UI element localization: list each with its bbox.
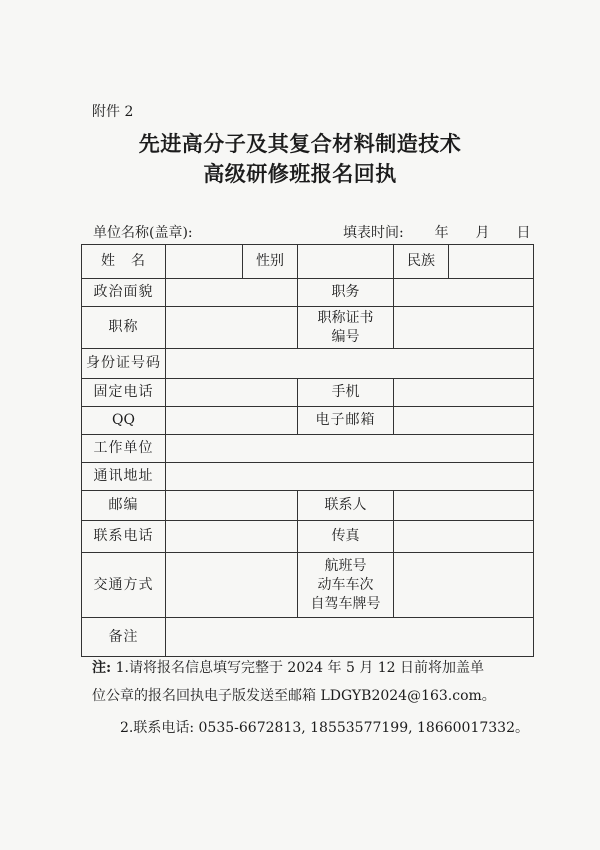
gender-label: 性别 bbox=[243, 245, 298, 279]
table-row bbox=[82, 349, 534, 379]
table-row bbox=[82, 463, 534, 491]
certificate-number-label bbox=[298, 307, 394, 349]
fax-label: 传真 bbox=[298, 521, 394, 553]
transport-detail-field[interactable] bbox=[394, 553, 534, 618]
registration-form-table bbox=[81, 244, 534, 657]
unit-name-label: 单位名称(盖章): bbox=[93, 225, 193, 241]
train-number-label: 动车车次 bbox=[317, 576, 374, 593]
certificate-label-line1: 职称证书 bbox=[317, 309, 374, 326]
ethnicity-field[interactable] bbox=[449, 245, 534, 279]
table-row bbox=[82, 407, 534, 435]
id-number-field[interactable] bbox=[166, 349, 534, 379]
attachment-label: 附件 2 bbox=[92, 104, 134, 120]
id-number-label: 身份证号码 bbox=[82, 349, 166, 379]
address-label: 通讯地址 bbox=[82, 463, 166, 491]
note-prefix: 注: bbox=[92, 660, 112, 676]
transport-label: 交通方式 bbox=[82, 553, 166, 618]
email-label: 电子邮箱 bbox=[298, 407, 394, 435]
name-label: 姓 名 bbox=[82, 245, 166, 279]
transport-field[interactable] bbox=[166, 553, 298, 618]
workplace-label: 工作单位 bbox=[82, 435, 166, 463]
document-title-line2: 高级研修班报名回执 bbox=[203, 161, 397, 186]
fill-time-row bbox=[343, 222, 530, 242]
car-plate-label: 自驾车牌号 bbox=[310, 595, 381, 612]
political-status-field[interactable] bbox=[166, 279, 298, 307]
gender-field[interactable] bbox=[298, 245, 394, 279]
note-item2: 2.联系电话: 0535-6672813, 18553577199, 18660017332。 bbox=[120, 720, 529, 736]
table-row bbox=[82, 245, 534, 279]
transport-detail-label bbox=[298, 553, 394, 618]
qq-field[interactable] bbox=[166, 407, 298, 435]
year-label: 年 bbox=[434, 225, 449, 241]
fill-time-label: 填表时间: bbox=[343, 225, 404, 241]
mobile-field[interactable] bbox=[394, 379, 534, 407]
table-row bbox=[82, 521, 534, 553]
note-item1-text: 1.请将报名信息填写完整于 2024 年 5 月 12 日前将加盖单 bbox=[115, 660, 485, 676]
contact-person-field[interactable] bbox=[394, 491, 534, 521]
political-status-label: 政治面貌 bbox=[82, 279, 166, 307]
contact-person-label: 联系人 bbox=[298, 491, 394, 521]
table-row bbox=[82, 435, 534, 463]
note-item1-line1 bbox=[92, 658, 532, 678]
flight-number-label: 航班号 bbox=[324, 557, 367, 574]
table-row bbox=[82, 553, 534, 618]
postcode-label: 邮编 bbox=[82, 491, 166, 521]
day-label: 日 bbox=[516, 225, 531, 241]
workplace-field[interactable] bbox=[166, 435, 534, 463]
month-label: 月 bbox=[475, 225, 490, 241]
table-row bbox=[82, 618, 534, 657]
professional-title-label: 职称 bbox=[82, 307, 166, 349]
name-field[interactable] bbox=[166, 245, 243, 279]
email-field[interactable] bbox=[394, 407, 534, 435]
ethnicity-label: 民族 bbox=[394, 245, 449, 279]
mobile-label: 手机 bbox=[298, 379, 394, 407]
table-row bbox=[82, 491, 534, 521]
certificate-number-field[interactable] bbox=[394, 307, 534, 349]
certificate-label-line2: 编号 bbox=[331, 328, 360, 345]
phone-label: 联系电话 bbox=[82, 521, 166, 553]
position-field[interactable] bbox=[394, 279, 534, 307]
remarks-label: 备注 bbox=[82, 618, 166, 657]
qq-label: QQ bbox=[82, 407, 166, 435]
document-title-line1: 先进高分子及其复合材料制造技术 bbox=[138, 131, 462, 156]
fax-field[interactable] bbox=[394, 521, 534, 553]
professional-title-field[interactable] bbox=[166, 307, 298, 349]
landline-field[interactable] bbox=[166, 379, 298, 407]
postcode-field[interactable] bbox=[166, 491, 298, 521]
position-label: 职务 bbox=[298, 279, 394, 307]
landline-label: 固定电话 bbox=[82, 379, 166, 407]
table-row bbox=[82, 307, 534, 349]
remarks-field[interactable] bbox=[166, 618, 534, 657]
table-row bbox=[82, 379, 534, 407]
address-field[interactable] bbox=[166, 463, 534, 491]
table-row bbox=[82, 279, 534, 307]
note-item1-line2: 位公章的报名回执电子版发送至邮箱 LDGYB2024@163.com。 bbox=[92, 688, 496, 704]
phone-field[interactable] bbox=[166, 521, 298, 553]
